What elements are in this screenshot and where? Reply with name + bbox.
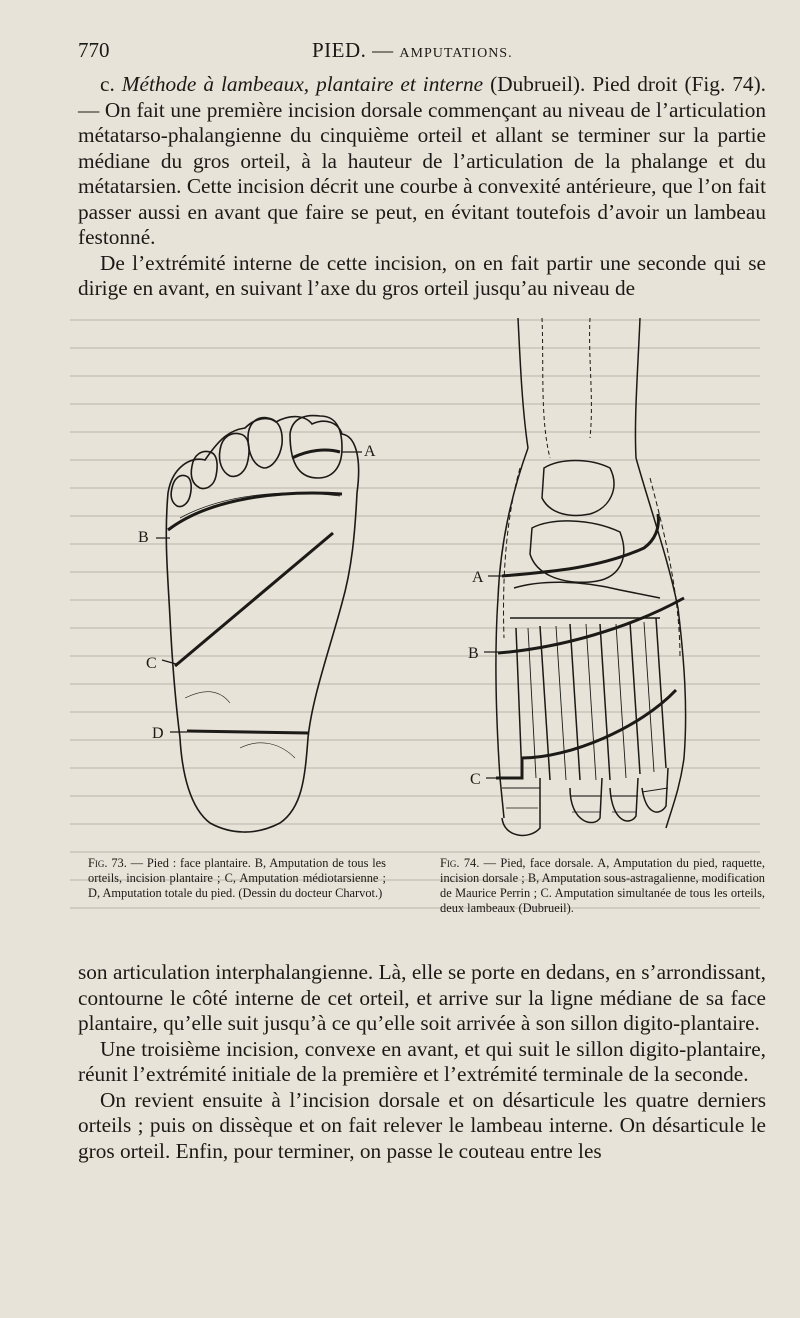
- tarsal-bones: [510, 461, 660, 619]
- figure-73-caption: [88, 856, 386, 901]
- toe-outlines: [502, 768, 668, 835]
- caption-74-label: Fig. 74.: [440, 856, 480, 870]
- incision-d-line: [187, 731, 308, 733]
- paragraph-third-incision: Une troisième incision, convexe en avant, et qui suit le sillon digito-plantaire, réunit l’extrémité initiale de la première et l’extrémité terminale de la seconde.: [78, 1036, 766, 1086]
- label-b: B: [468, 645, 479, 662]
- label-b: B: [138, 529, 149, 546]
- caption-73-label: Fig. 73.: [88, 856, 127, 870]
- caption-73-text: — Pied : face plantaire. B, Amputation de tous les orteils, incision plantaire ; C, Amputation médiotarsienne ; D, Amputation totale du pied. (Dessin du docteur Charvot.): [88, 856, 387, 900]
- paragraph-continuation: son articulation interphalangienne. Là, elle se porte en dedans, en s’arrondissant, contourne le côté interne de cet orteil, et arrive sur la ligne médiane de sa face plantaire, qu’elle suit jusqu’à ce qu’elle soit arrivée à son sillon digito-plantaire.: [78, 960, 766, 1035]
- toe-4: [191, 452, 217, 489]
- label-d: D: [152, 725, 164, 742]
- running-header: [78, 38, 766, 66]
- label-c: C: [146, 655, 157, 672]
- paragraph-lead: c.: [100, 72, 122, 96]
- running-title: [312, 38, 513, 63]
- sole-outline: [166, 417, 358, 832]
- page-number: 770: [78, 38, 110, 62]
- method-title: Méthode à lambeaux, plantaire et interne: [121, 72, 484, 96]
- figures-area: [80, 318, 770, 858]
- paragraph-second-incision: De l’extrémité interne de cette incision, on en fait partir une seconde qui se dirige en avant, en suivant l’axe du gros orteil jusqu’au niveau de: [78, 250, 766, 300]
- paragraph-body: (Dubrueil). Pied droit (Fig. 74). — On fait une première incision dorsale commençant au niveau de l’articulation métatarso-phalangienne du cinquième orteil et allant se terminer sur la partie médiane du gros orteil, à la hauteur de l’articulation de la phalange et du métatarsien. Cette incision décrit une courbe à convexité antérieure, que l’on fait passer aussi en avant que faire se peut, en évitant toutefois d’avoir un lambeau festonné.: [78, 72, 766, 249]
- big-toe: [290, 416, 342, 478]
- incision-c-line: [175, 533, 333, 666]
- incision-a-line: [292, 450, 340, 458]
- toe-2: [248, 418, 282, 468]
- toe-5: [171, 476, 191, 507]
- running-title-main: PIED. —: [312, 38, 400, 62]
- incision-a-line: [502, 514, 658, 576]
- toe-3: [219, 434, 249, 477]
- running-title-small: AMPUTATIONS.: [399, 46, 513, 61]
- paragraph-method: [78, 72, 766, 251]
- text-block-top: [78, 72, 766, 302]
- label-c: C: [470, 771, 481, 788]
- paragraph-procedure: On revient ensuite à l’incision dorsale et on désarticule les quatre derniers orteils ; puis on dissèque et on fait relever le lambeau interne. On désarticule le gros orteil. Enfin, pour terminer, on passe le couteau entre les: [78, 1087, 766, 1163]
- figure-73-plantar-foot: [80, 318, 380, 858]
- leg-outline: [518, 318, 640, 458]
- figure-74-dorsal-foot: [470, 318, 770, 858]
- label-a: A: [364, 443, 376, 460]
- caption-74-text: — Pied, face dorsale. A, Amputation du pied, raquette, incision dorsale ; B, Amputation sous-astragalienne, modification de Maurice Perrin ; C. Amputation simultanée de tous les orteils, deux lambeaux (Dubrueil).: [440, 856, 765, 915]
- label-a: A: [472, 569, 484, 586]
- text-block-bottom: [78, 960, 766, 1164]
- figure-74-caption: [440, 856, 765, 916]
